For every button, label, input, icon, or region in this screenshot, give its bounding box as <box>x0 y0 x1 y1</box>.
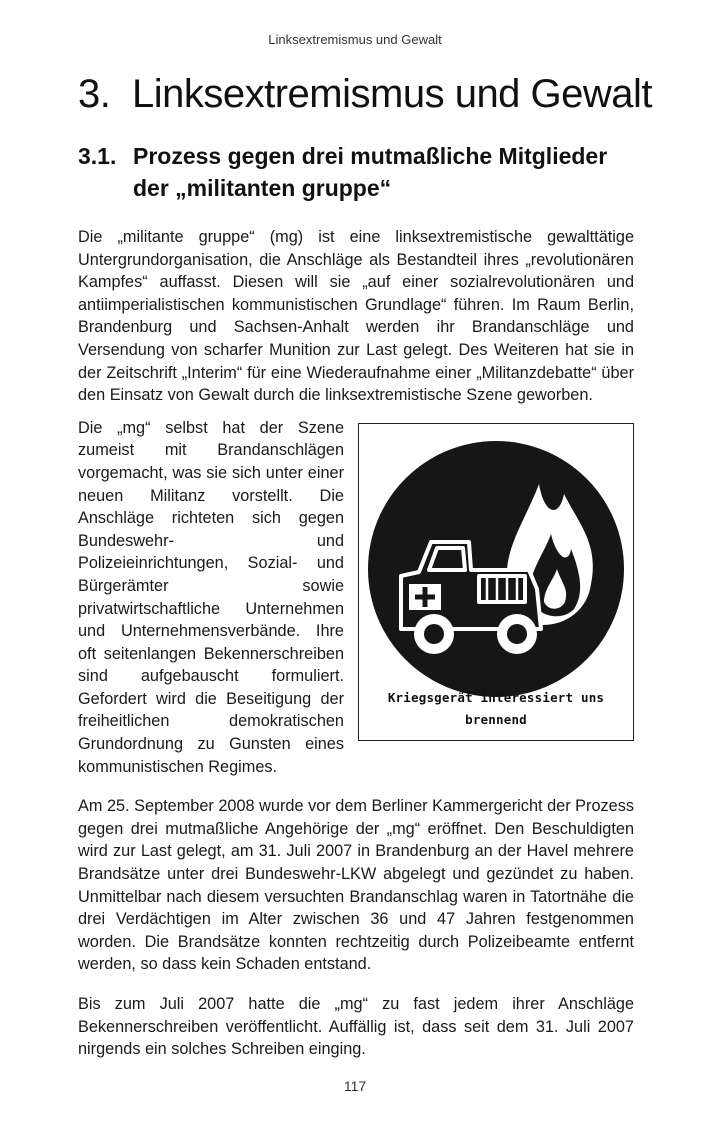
section-title <box>78 140 648 204</box>
section-title-text: Prozess gegen drei mutmaßliche Mitglieder der „militanten gruppe“ <box>133 143 608 201</box>
running-header: Linksextremismus und Gewalt <box>268 32 442 47</box>
figure-box <box>358 423 634 741</box>
paragraph-4: Bis zum Juli 2007 hatte die „mg“ zu fast jedem ihrer Anschläge Bekennerschreiben veröffentlicht. Auffällig ist, dass seit dem 31. Juli 2007 nirgends ein solches Schreiben einging. <box>78 995 634 1059</box>
paragraph-1: Die „militante gruppe“ (mg) ist eine linksextremistische gewalttätige Untergrundorganisation, die Anschläge als Bestandteil ihres „revolutionären Kampfes“ auffasst. Diesen will sie „auf einer sozialrevolutionären und antiimperialistischen kommunistischen Grundlage“ führen. Im Raum Berlin, Brandenburg und Sachsen-Anhalt werden ihr Brandanschläge und Versendung von scharfer Munition zur Last gelegt. Des Weiteren hat sie in der Zeitschrift „Interim“ für eine Wiederaufnahme einer „Militanzdebatte“ über den Einsatz von Gewalt durch die linksextremistische Szene geworben. <box>78 228 634 405</box>
chapter-title <box>78 72 652 117</box>
figure-caption: Kriegsgerät interessiert uns brennend <box>387 689 605 728</box>
burning-military-vehicle-icon <box>359 424 632 704</box>
page-number: 117 <box>343 1078 367 1094</box>
chapter-number: 3. <box>78 72 111 116</box>
chapter-title-text: Linksextremismus und Gewalt <box>132 72 653 116</box>
section-number: 3.1. <box>78 143 117 169</box>
paragraph-2: Die „mg“ selbst hat der Szene zumeist mit Brandanschlägen vorgemacht, was sie sich unter einer neuen Militanz vorstellt. Die Anschläge richteten sich gegen Bundeswehr- und Polizeieinrichtungen, Sozial- und Bürgerämter sowie privatwirtschaftliche Unternehmen und Unternehmensverbände. Ihre oft seitenlangen Bekennerschreiben sind aufgebauscht formuliert. Gefordert wird die Beseitigung der freiheitlichen demokratischen Grundordnung zu Gunsten eines kommunistischen Regimes. <box>78 418 344 776</box>
paragraph-3: Am 25. September 2008 wurde vor dem Berliner Kammergericht der Prozess gegen drei mutmaßliche Angehörige der „mg“ eröffnet. Den Beschuldigten wird zur Last gelegt, am 31. Juli 2007 in Brandenburg an der Havel mehrere Brandsätze unter drei Bundeswehr-LKW abgelegt und gezündet zu haben. Unmittelbar nach diesem versuchten Brandanschlag waren in Tatortnähe die drei Verdächtigen im Alter zwischen 36 und 47 Jahren festgenommen worden. Die Brandsätze konnten rechtzeitig durch Polizeibeamte entfernt werden, so dass kein Schaden entstand. <box>78 797 634 974</box>
body-text <box>78 226 634 1078</box>
